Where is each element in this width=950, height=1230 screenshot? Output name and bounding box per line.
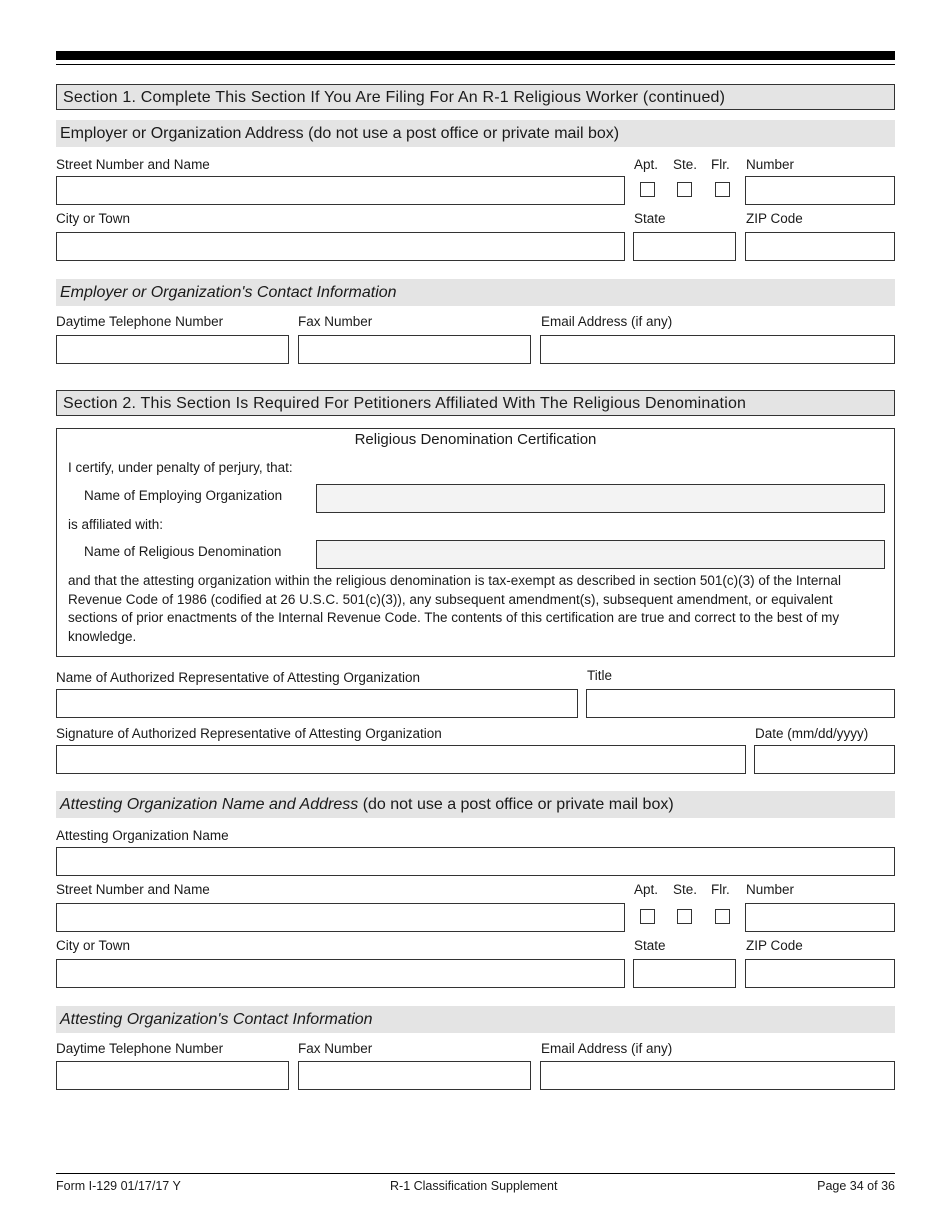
- employer-phone-label: Daytime Telephone Number: [56, 314, 224, 329]
- employer-email-input[interactable]: [540, 335, 895, 364]
- attesting-street-input[interactable]: [56, 903, 625, 932]
- employer-apt-label: Apt.: [634, 157, 659, 172]
- certification-intro: I certify, under penalty of perjury, that:: [68, 460, 293, 475]
- footer-title: R-1 Classification Supplement: [390, 1179, 558, 1193]
- top-thin-rule: [56, 64, 895, 65]
- attesting-contact-title: Attesting Organization's Contact Information: [60, 1011, 373, 1028]
- footer-form-id: Form I-129 01/17/17 Y: [56, 1179, 181, 1193]
- denomination-input[interactable]: [316, 540, 885, 569]
- employer-zip-label: ZIP Code: [746, 211, 803, 226]
- employer-state-select[interactable]: [633, 232, 736, 261]
- attesting-phone-input[interactable]: [56, 1061, 289, 1090]
- attesting-ste-label: Ste.: [673, 882, 698, 897]
- attesting-ste-checkbox[interactable]: [677, 909, 692, 924]
- attesting-org-name-label: Attesting Organization Name: [56, 828, 229, 843]
- attesting-zip-input[interactable]: [745, 959, 895, 988]
- attesting-address-title: Attesting Organization Name and Address: [60, 796, 359, 813]
- attesting-org-name-input[interactable]: [56, 847, 895, 876]
- employer-flr-checkbox[interactable]: [715, 182, 730, 197]
- date-label: Date (mm/dd/yyyy): [755, 726, 869, 741]
- employer-address-title: Employer or Organization Address: [60, 125, 304, 142]
- employer-number-input[interactable]: [745, 176, 895, 205]
- footer-page-number: Page 34 of 36: [817, 1179, 895, 1193]
- attesting-phone-label: Daytime Telephone Number: [56, 1041, 224, 1056]
- attesting-address-heading: [56, 791, 895, 818]
- attesting-apt-checkbox[interactable]: [640, 909, 655, 924]
- rep-name-input[interactable]: [56, 689, 578, 718]
- denomination-label: Name of Religious Denomination: [84, 544, 282, 559]
- section1-header: Section 1. Complete This Section If You Are Filing For An R-1 Religious Worker (continued): [56, 84, 895, 110]
- employing-org-label: Name of Employing Organization: [84, 488, 283, 503]
- employer-contact-title: Employer or Organization's Contact Information: [60, 284, 397, 301]
- employer-city-input[interactable]: [56, 232, 625, 261]
- employer-apt-checkbox[interactable]: [640, 182, 655, 197]
- attesting-apt-label: Apt.: [634, 882, 659, 897]
- attesting-flr-checkbox[interactable]: [715, 909, 730, 924]
- attesting-state-select[interactable]: [633, 959, 736, 988]
- employer-ste-label: Ste.: [673, 157, 698, 172]
- top-thick-rule: [56, 51, 895, 60]
- employing-org-input[interactable]: [316, 484, 885, 513]
- signature-label: Signature of Authorized Representative of Attesting Organization: [56, 726, 442, 741]
- attesting-contact-heading: [56, 1006, 895, 1033]
- signature-input[interactable]: [56, 745, 746, 774]
- attesting-email-label: Email Address (if any): [541, 1041, 673, 1056]
- employer-state-label: State: [634, 211, 666, 226]
- employer-number-label: Number: [746, 157, 795, 172]
- employer-street-label: Street Number and Name: [56, 157, 210, 172]
- employer-fax-label: Fax Number: [298, 314, 373, 329]
- attesting-zip-label: ZIP Code: [746, 938, 803, 953]
- affiliated-text: is affiliated with:: [68, 517, 164, 532]
- attesting-street-label: Street Number and Name: [56, 882, 210, 897]
- employer-address-note: (do not use a post office or private mail box): [308, 125, 620, 142]
- attesting-city-label: City or Town: [56, 938, 131, 953]
- attesting-number-label: Number: [746, 882, 795, 897]
- rep-title-label: Title: [587, 668, 613, 683]
- employer-email-label: Email Address (if any): [541, 314, 673, 329]
- attesting-city-input[interactable]: [56, 959, 625, 988]
- date-input[interactable]: [754, 745, 895, 774]
- attesting-fax-input[interactable]: [298, 1061, 531, 1090]
- employer-flr-label: Flr.: [711, 157, 730, 172]
- section2-header: Section 2. This Section Is Required For Petitioners Affiliated With The Religious Denomination: [56, 390, 895, 416]
- attesting-state-label: State: [634, 938, 666, 953]
- employer-zip-input[interactable]: [745, 232, 895, 261]
- footer-rule: [56, 1173, 895, 1174]
- employer-ste-checkbox[interactable]: [677, 182, 692, 197]
- attesting-fax-label: Fax Number: [298, 1041, 373, 1056]
- attesting-email-input[interactable]: [540, 1061, 895, 1090]
- rep-name-label: Name of Authorized Representative of Attesting Organization: [56, 670, 420, 685]
- employer-street-input[interactable]: [56, 176, 625, 205]
- rep-title-input[interactable]: [586, 689, 895, 718]
- attesting-flr-label: Flr.: [711, 882, 730, 897]
- employer-fax-input[interactable]: [298, 335, 531, 364]
- attesting-address-note: (do not use a post office or private mail box): [362, 796, 674, 813]
- employer-address-heading: [56, 120, 895, 147]
- employer-city-label: City or Town: [56, 211, 131, 226]
- attesting-number-input[interactable]: [745, 903, 895, 932]
- certification-paragraph: and that the attesting organization within the religious denomination is tax-exempt as described in section 501(c)(3) of the Internal Revenue Code of 1986 (codified at 26 U.S.C. 501(c)(3)), any subsequent amendment(s), subsequent amendment, or equivalent sections of prior enactments of the Internal Revenue Code. The contents of this certification are true and correct to the best of my knowledge.: [68, 573, 841, 644]
- employer-phone-input[interactable]: [56, 335, 289, 364]
- certification-title: Religious Denomination Certification: [354, 431, 597, 448]
- employer-contact-heading: [56, 279, 895, 306]
